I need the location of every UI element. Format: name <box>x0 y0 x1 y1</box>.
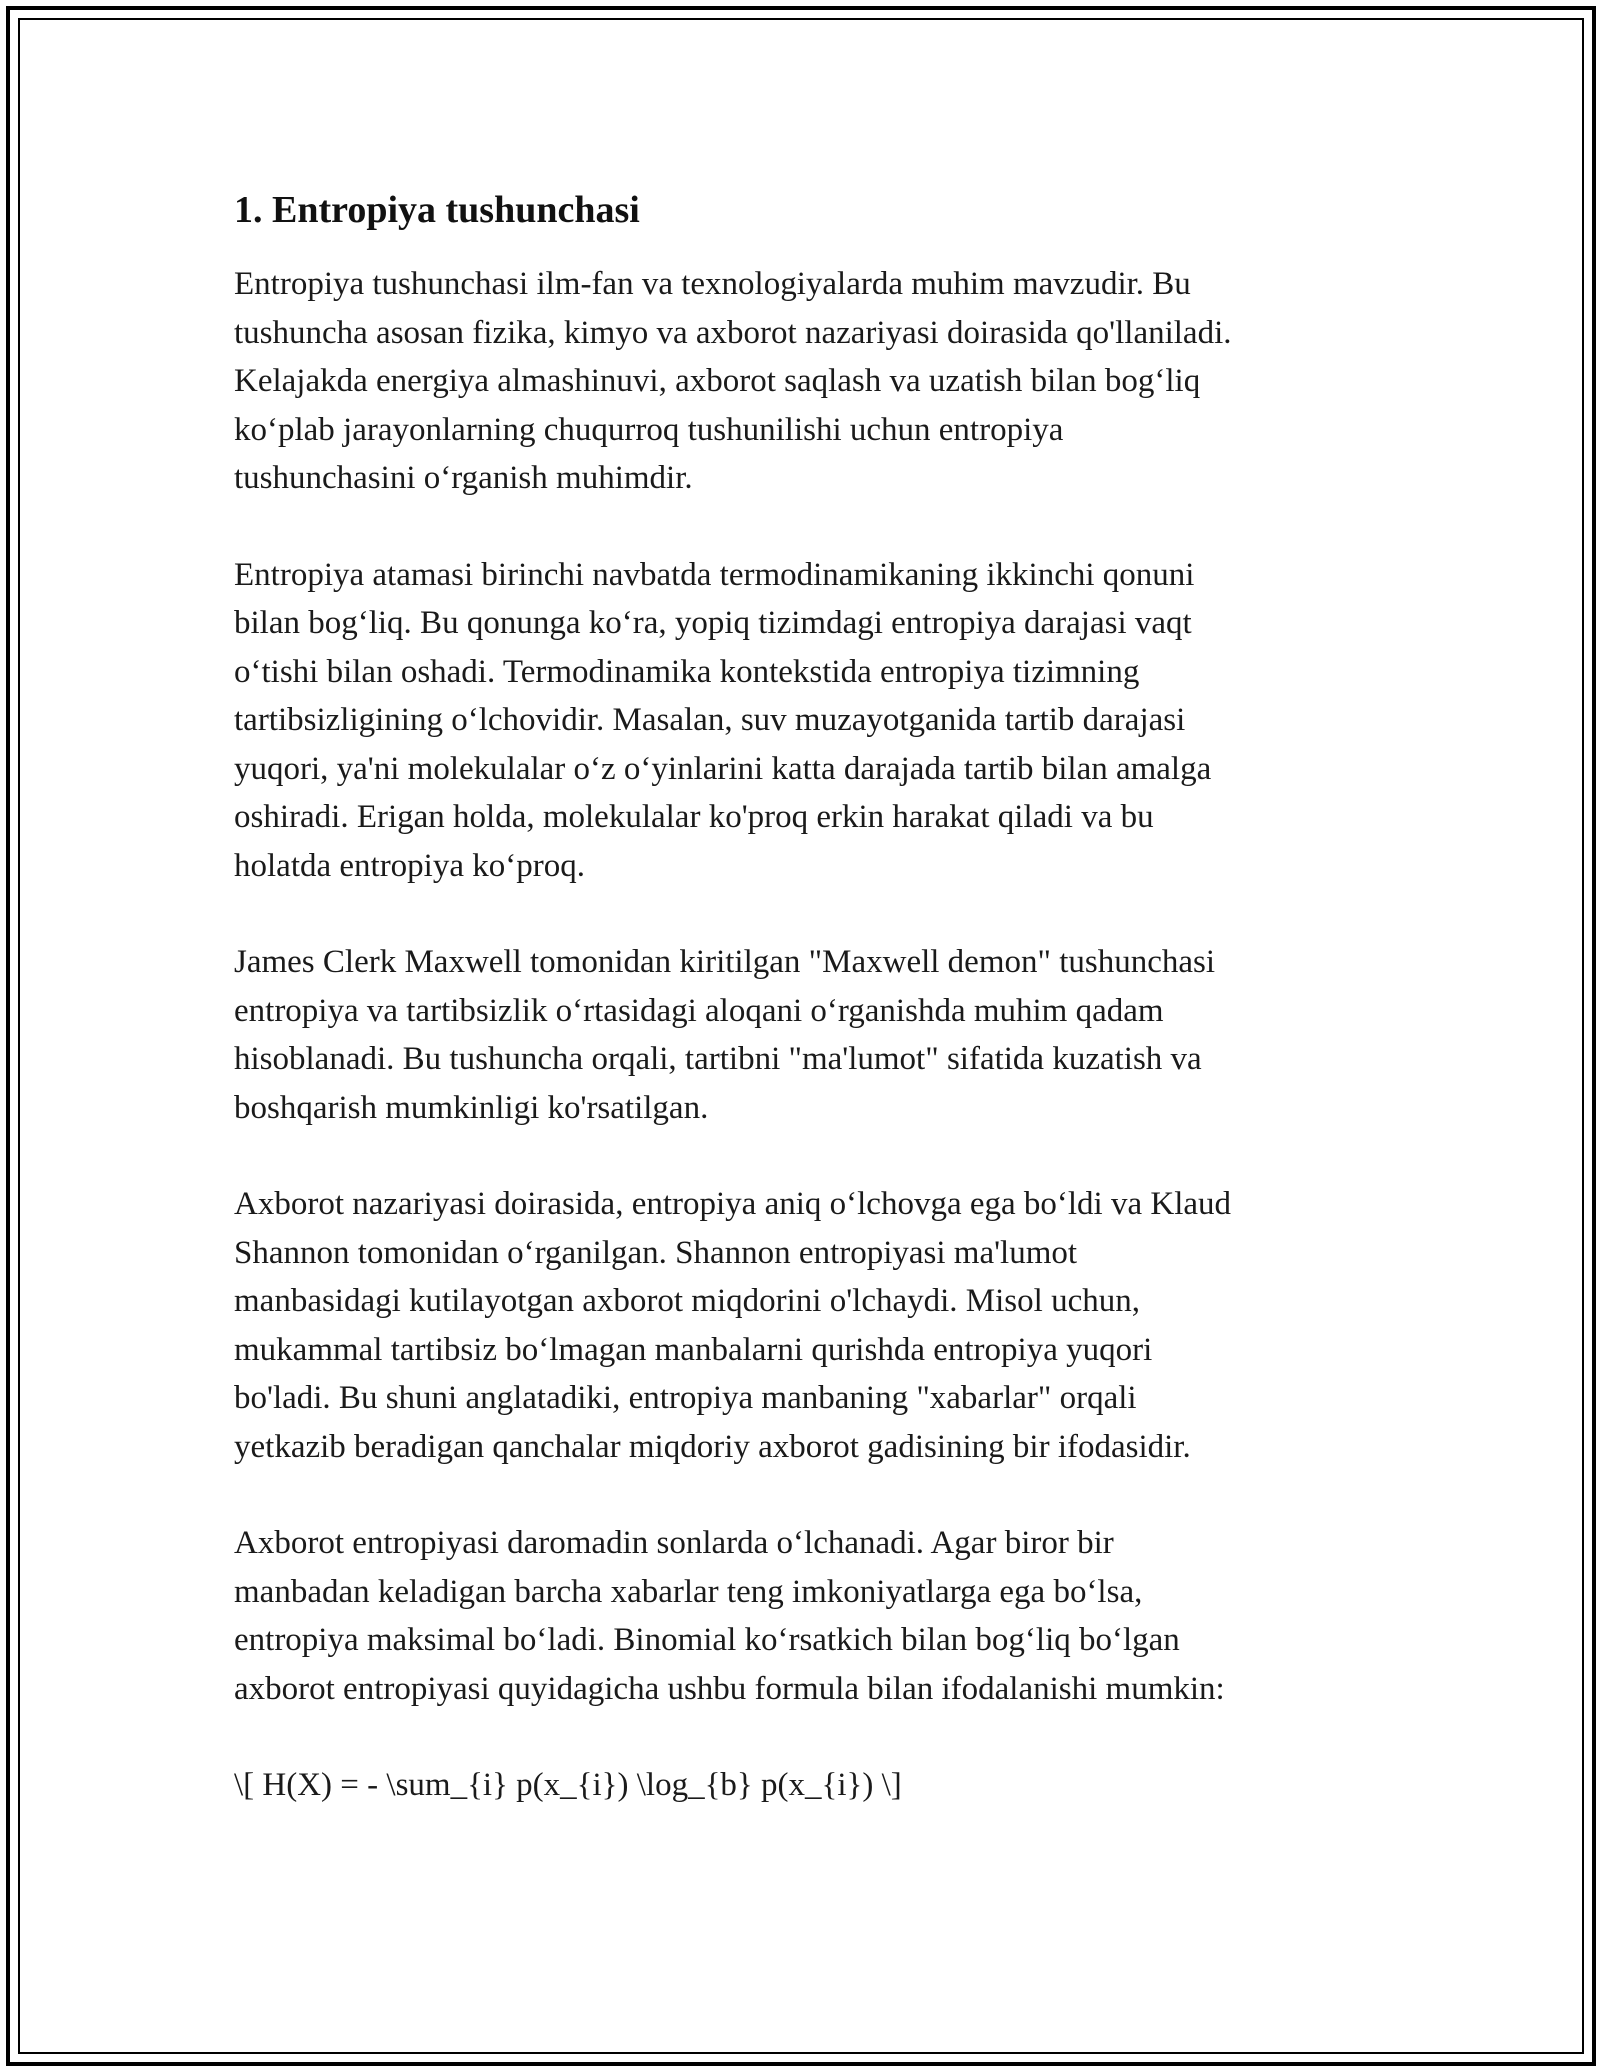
paragraph-shannon: Axborot nazariyasi doirasida, entropiya aniq o‘lchovga ega bo‘ldi va Klaud Shannon tomonidan o‘rganilgan. Shannon entropiyasi ma'lumot manbasidagi kutilayotgan axborot miqdorini o'lchaydi. Misol uchun, mukammal tartibsiz bo‘lmagan manbalarni qurishda entropiya yuqori bo'ladi. Bu shuni anglatadiki, entropiya manbaning "xabarlar" orqali yetkazib beradigan qanchalar miqdoriy axborot gadisining bir ifodasidir. <box>234 1186 1232 1465</box>
paragraph-maxwell-demon: James Clerk Maxwell tomonidan kiritilgan "Maxwell demon" tushunchasi entropiya va tartibsizlik o‘rtasidagi aloqani o‘rganishda muhim qadam hisoblanadi. Bu tushuncha orqali, tartibni "ma'lumot" sifatida kuzatish va boshqarish mumkinligi ko'rsatilgan. <box>234 944 1216 1126</box>
document-body <box>234 186 1364 1810</box>
entropy-formula: \[ H(X) = - \sum_{i} p(x_{i}) \log_{b} p(x_{i}) \] <box>234 1767 902 1803</box>
paragraph-information-entropy: Axborot entropiyasi daromadin sonlarda o‘lchanadi. Agar biror bir manbadan keladigan barcha xabarlar teng imkoniyatlarga ega bo‘lsa, entropiya maksimal bo‘ladi. Binomial ko‘rsatkich bilan bog‘liq bo‘lgan axborot entropiyasi quyidagicha ushbu formula bilan ifodalanishi mumkin: <box>234 1525 1225 1707</box>
paragraph-thermodynamics: Entropiya atamasi birinchi navbatda termodinamikaning ikkinchi qonuni bilan bog‘liq. Bu qonunga ko‘ra, yopiq tizimdagi entropiya darajasi vaqt o‘tishi bilan oshadi. Termodinamika kontekstida entropiya tizimning tartibsizligining o‘lchovidir. Masalan, suv muzayotganida tartib darajasi yuqori, ya'ni molekulalar o‘z o‘yinlarini katta darajada tartib bilan amalga oshiradi. Erigan holda, molekulalar ko'proq erkin harakat qiladi va bu holatda entropiya ko‘proq. <box>234 556 1212 884</box>
section-heading: 1. Entropiya tushunchasi <box>234 189 640 231</box>
paragraph-intro: Entropiya tushunchasi ilm-fan va texnologiyalarda muhim mavzudir. Bu tushuncha asosan fizika, kimyo va axborot nazariyasi doirasida qo'llaniladi. Kelajakda energiya almashinuvi, axborot saqlash va uzatish bilan bog‘liq ko‘plab jarayonlarning chuqurroq tushunilishi uchun entropiya tushunchasini o‘rganish muhimdir. <box>234 266 1232 496</box>
